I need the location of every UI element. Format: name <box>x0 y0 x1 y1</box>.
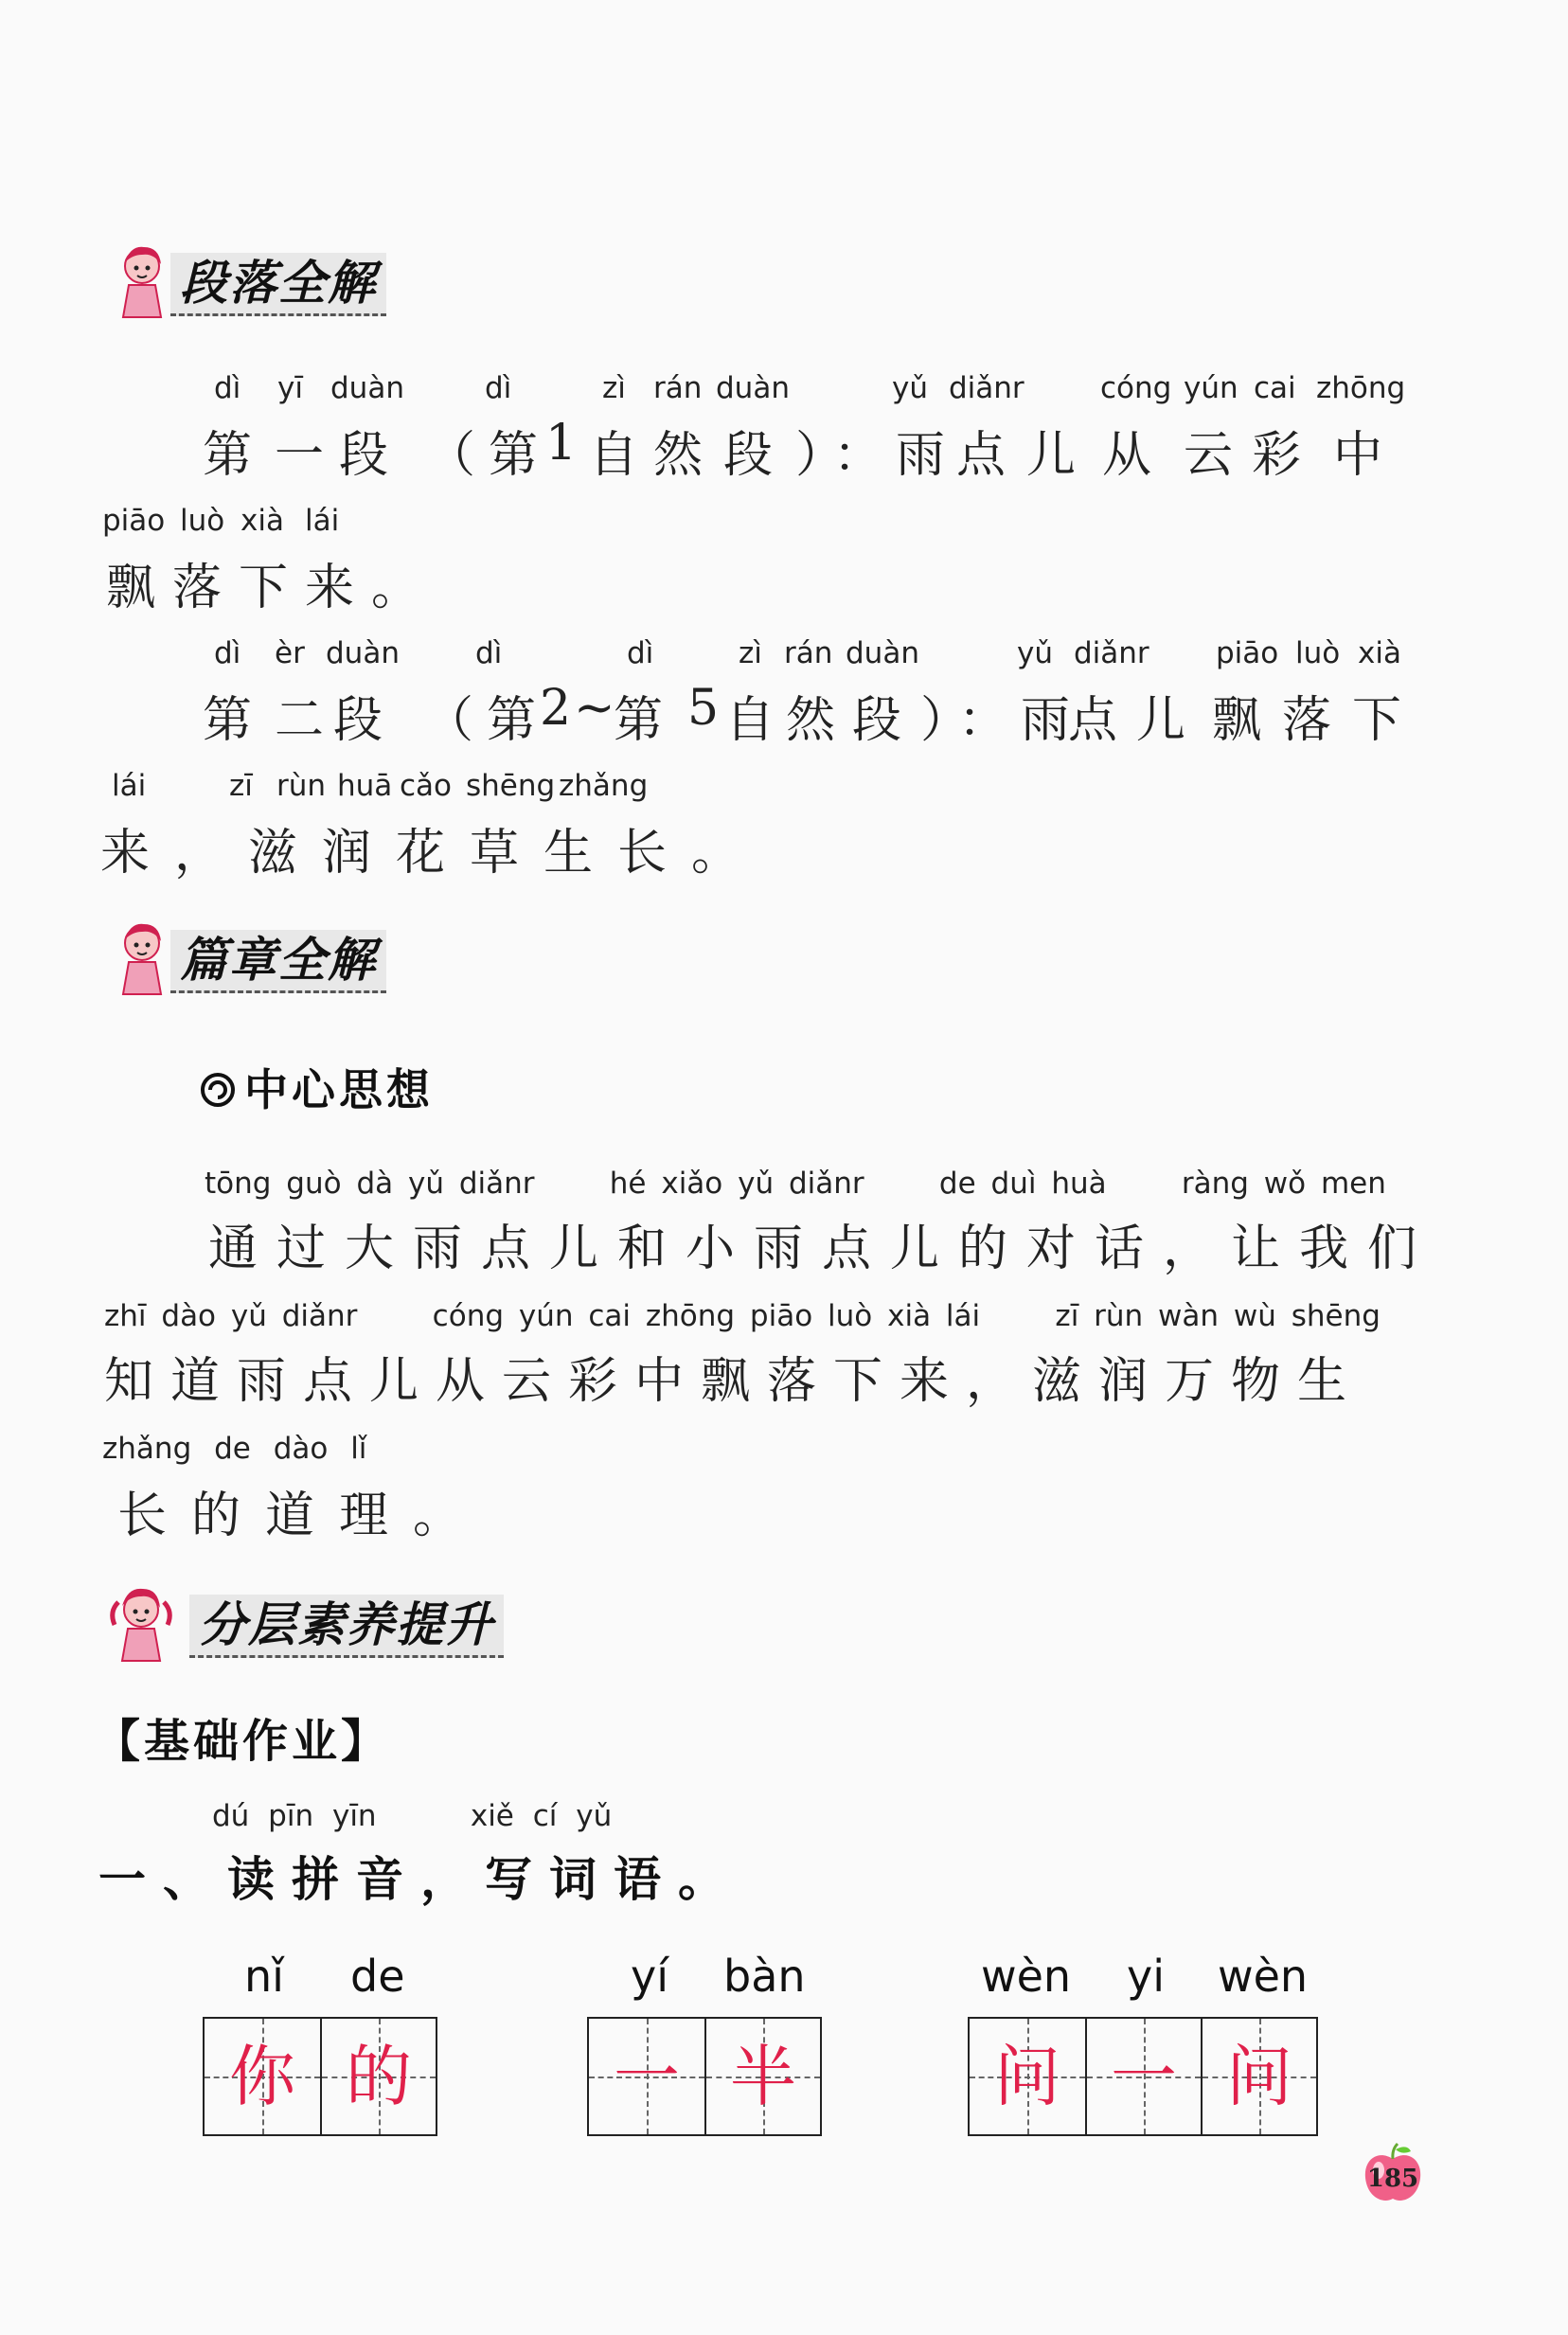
pinyin: luò <box>180 504 225 538</box>
pinyin: duàn <box>330 371 404 405</box>
central-idea-label: 中心思想 <box>244 1064 434 1115</box>
pinyin: cóng <box>1100 371 1172 405</box>
pinyin: lái <box>305 504 340 538</box>
basic-homework-heading: 【基础作业】 <box>95 1715 391 1768</box>
central-idea-heading <box>199 1056 434 1118</box>
pinyin: rán <box>653 371 703 405</box>
page-number-badge <box>1360 2142 1426 2208</box>
box-pinyin: wèn <box>1218 1951 1309 2002</box>
answer-char: 问 <box>1226 2038 1292 2115</box>
grid-cell[interactable] <box>1085 2019 1201 2134</box>
hanzi: 二 <box>275 692 338 749</box>
hanzi: 第 <box>614 692 677 749</box>
hanzi: 从 <box>1102 427 1166 484</box>
page-number: 185 <box>1366 2165 1419 2193</box>
pinyin: xià <box>1358 636 1401 670</box>
pinyin: xià <box>241 504 284 538</box>
box-pinyin: wèn <box>981 1951 1072 2002</box>
answer-char: 一 <box>1111 2038 1177 2115</box>
hanzi: 下 <box>1352 692 1416 749</box>
grid-cell[interactable] <box>970 2019 1085 2134</box>
pinyin: rán <box>784 636 833 670</box>
pinyin: dì <box>485 371 512 405</box>
pinyin: dì <box>475 636 503 670</box>
hanzi: 彩 <box>1252 427 1315 484</box>
section-title: 篇章全解 <box>170 930 386 993</box>
pinyin: huā <box>337 769 393 803</box>
pinyin: èr <box>275 636 305 670</box>
pinyin: dì <box>214 636 241 670</box>
box-pinyin: de <box>350 1951 405 2002</box>
hanzi-text: 来，滋润花草生长。 <box>100 825 766 882</box>
hanzi: ~ <box>574 680 629 737</box>
hanzi: 第 <box>203 427 266 484</box>
grid-cell[interactable] <box>205 2019 320 2134</box>
tianzi-grid <box>968 2017 1318 2136</box>
tianzi-grid <box>203 2017 437 2136</box>
pinyin: diǎnr <box>1074 636 1149 670</box>
pinyin: yǔ <box>1017 636 1053 670</box>
pinyin: shēng <box>466 769 556 803</box>
pinyin: yǔ <box>892 371 928 405</box>
hanzi: 自 <box>589 427 652 484</box>
hanzi-text: 长的道理。 <box>117 1488 488 1544</box>
hanzi: 云 <box>1184 427 1247 484</box>
pinyin: zhōng <box>1316 371 1406 405</box>
pinyin: duàn <box>326 636 400 670</box>
hanzi: 点 <box>956 427 1020 484</box>
tianzi-grid <box>587 2017 822 2136</box>
pinyin: dì <box>627 636 654 670</box>
section-title: 分层素养提升 <box>189 1595 504 1658</box>
spiral-bullet-icon <box>199 1071 237 1109</box>
box-pinyin: bàn <box>723 1951 806 2002</box>
cartoon-girl-icon <box>112 241 176 323</box>
hanzi: ）：雨 <box>795 427 959 484</box>
hanzi: ）：雨 <box>920 692 1084 749</box>
hanzi: （第 <box>424 692 550 749</box>
cartoon-girl-icon <box>98 1583 184 1665</box>
hanzi: 点 <box>1068 692 1131 749</box>
hanzi-text: 通过大雨点儿和小雨点儿的对话，让我们 <box>208 1221 1436 1277</box>
grid-cell[interactable] <box>320 2019 436 2134</box>
answer-char: 一 <box>614 2038 680 2115</box>
section-header-chapter <box>112 918 415 1004</box>
hanzi: 段 <box>852 692 916 749</box>
hanzi: 飘 <box>1212 692 1275 749</box>
box-pinyin: nǐ <box>244 1951 284 2002</box>
hanzi: 段 <box>333 692 397 749</box>
pinyin-text: tōng guò dà yǔ diǎnr hé xiǎo yǔ diǎnr de duì huà ràng wǒ men <box>205 1167 1386 1201</box>
pinyin: cǎo <box>400 769 453 803</box>
answer-char: 的 <box>346 2038 412 2115</box>
cartoon-girl-icon <box>112 918 176 1000</box>
hanzi: 5 <box>687 680 733 737</box>
pinyin: duàn <box>716 371 790 405</box>
pinyin: zì <box>602 371 626 405</box>
pinyin: cai <box>1254 371 1296 405</box>
pinyin-text: zhī dào yǔ diǎnr cóng yún cai zhōng piāo luò xià lái zī rùn wàn wù shēng <box>104 1299 1381 1333</box>
grid-cell[interactable] <box>589 2019 704 2134</box>
hanzi: 第 <box>203 692 266 749</box>
section-title: 段落全解 <box>170 253 386 316</box>
box-pinyin: yí <box>631 1951 669 2002</box>
pinyin: yún <box>1184 371 1238 405</box>
answer-char: 你 <box>229 2038 295 2115</box>
hanzi: 段 <box>723 427 787 484</box>
question-pinyin: dú pīn yīn xiě cí yǔ <box>212 1799 613 1833</box>
pinyin: piāo <box>1216 636 1279 670</box>
pinyin: lái <box>112 769 147 803</box>
box-pinyin: yi <box>1127 1951 1166 2002</box>
pinyin: zī <box>229 769 253 803</box>
section-header-practice <box>98 1583 515 1668</box>
hanzi: 然 <box>786 692 849 749</box>
hanzi: 中 <box>1333 427 1397 484</box>
hanzi: 儿 <box>1026 427 1090 484</box>
hanzi: 段 <box>339 427 402 484</box>
hanzi: 1 <box>545 415 591 472</box>
pinyin-text: zhǎng de dào lǐ <box>102 1432 367 1466</box>
hanzi-text: 飘落下来。 <box>106 560 438 616</box>
pinyin: duàn <box>846 636 919 670</box>
hanzi: 然 <box>653 427 717 484</box>
pinyin: luò <box>1295 636 1341 670</box>
hanzi: 自 <box>725 692 789 749</box>
grid-cell[interactable] <box>1201 2019 1316 2134</box>
hanzi: （第 <box>426 427 552 484</box>
hanzi: 2 <box>540 680 585 737</box>
hanzi-text: 知道雨点儿从云彩中飘落下来，滋润万物生 <box>104 1353 1364 1410</box>
question-text: 一、读拼音，写词语。 <box>98 1852 742 1907</box>
pinyin: dì <box>214 371 241 405</box>
grid-cell[interactable] <box>704 2019 820 2134</box>
pinyin: diǎnr <box>949 371 1025 405</box>
pinyin: piāo <box>102 504 166 538</box>
pinyin: yī <box>277 371 303 405</box>
answer-char: 问 <box>994 2038 1060 2115</box>
hanzi: 儿 <box>1136 692 1200 749</box>
pinyin: zhǎng <box>559 769 649 803</box>
pinyin: zì <box>739 636 762 670</box>
section-header-paragraphs <box>112 241 415 327</box>
hanzi: 一 <box>275 427 338 484</box>
hanzi: 落 <box>1282 692 1345 749</box>
answer-char: 半 <box>730 2038 796 2115</box>
pinyin: rùn <box>276 769 327 803</box>
